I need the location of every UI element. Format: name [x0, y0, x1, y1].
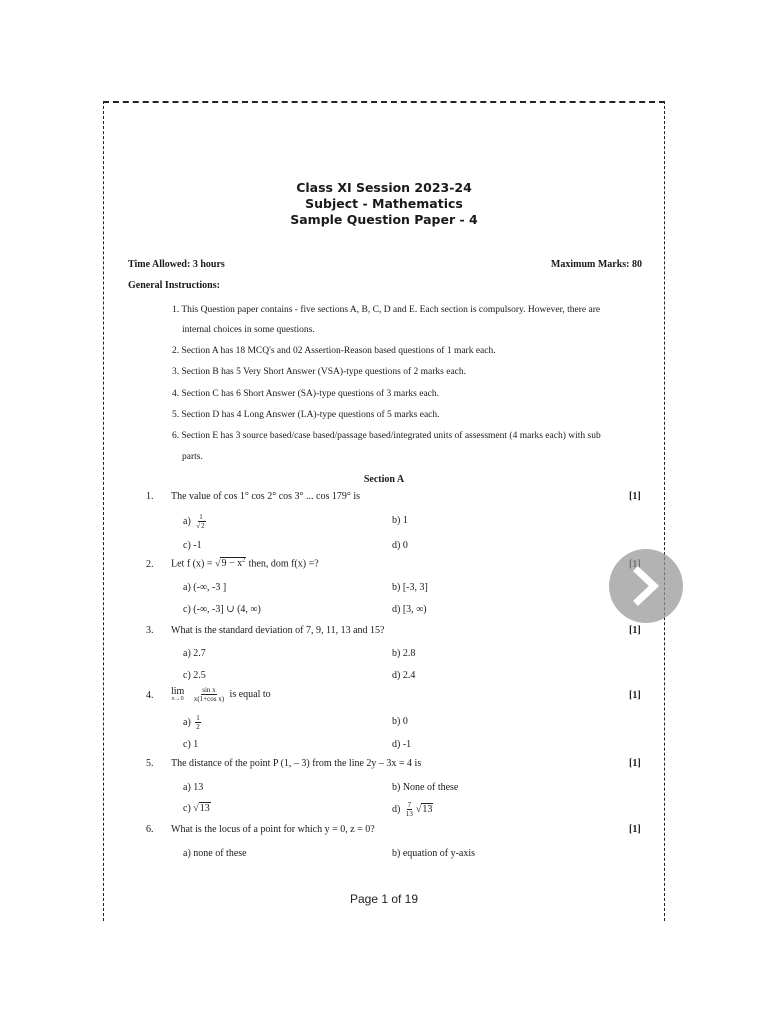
question-number: 4. — [146, 690, 154, 701]
option-d: d) 0 — [392, 540, 408, 551]
question-mark: [1] — [629, 758, 641, 769]
question-text: lim x→0 $\frac{\text{sin x}}{\text{x(1+cos x)}}$ is equal to — [171, 685, 271, 703]
question-text: The distance of the point P (1, – 3) from the line 2y – 3x = 4 is — [171, 758, 422, 769]
option-a: a) 2.7 — [183, 648, 206, 659]
option-d: d) -1 — [392, 739, 412, 750]
question-number: 2. — [146, 559, 154, 570]
max-marks: Maximum Marks: 80 — [550, 259, 642, 270]
question-text: What is the standard deviation of 7, 9, 11, 13 and 15? — [171, 625, 385, 636]
option-d: d) $\frac{7}{13}$ √13 — [392, 801, 433, 818]
option-c: c) (-∞, -3] ∪ (4, ∞) — [183, 604, 261, 615]
next-page-button[interactable] — [609, 549, 683, 623]
option-c: c) 1 — [183, 739, 199, 750]
question-number: 3. — [146, 625, 154, 636]
time-allowed: Time Allowed: 3 hours — [128, 259, 225, 270]
header-class: Class XI Session 2023-24 — [296, 180, 472, 195]
question-number: 1. — [146, 491, 154, 502]
instruction-line: 2. Section A has 18 MCQ's and 02 Assertion-Reason based questions of 1 mark each. — [172, 346, 496, 356]
option-c: c) √13 — [183, 803, 210, 814]
option-b: b) None of these — [392, 782, 459, 793]
question-mark: [1] — [629, 824, 641, 835]
instruction-line: 5. Section D has 4 Long Answer (LA)-type questions of 5 marks each. — [172, 410, 440, 420]
page-number: Page 1 of 19 — [349, 892, 419, 906]
option-b: b) equation of y-axis — [392, 848, 476, 859]
instruction-line: internal choices in some questions. — [182, 325, 315, 335]
question-mark: [1] — [629, 625, 641, 636]
chevron-right-icon — [629, 566, 663, 606]
option-b: b) 0 — [392, 716, 408, 727]
instruction-line: 4. Section C has 6 Short Answer (SA)-type questions of 3 marks each. — [172, 389, 440, 399]
option-a: a) $\frac{1}{√2}$ — [183, 513, 205, 530]
option-c: c) 2.5 — [183, 670, 206, 681]
question-mark: [1] — [629, 690, 641, 701]
option-a: a) none of these — [183, 848, 247, 859]
option-d: d) 2.4 — [392, 670, 416, 681]
instruction-line: 1. This Question paper contains - five sections A, B, C, D and E. Each section is compulsory. However, there are — [172, 305, 601, 315]
question-mark: [1] — [629, 491, 641, 502]
option-d: d) [3, ∞) — [392, 604, 427, 615]
instruction-line: parts. — [182, 452, 203, 462]
instruction-line: 3. Section B has 5 Very Short Answer (VSA)-type questions of 2 marks each. — [172, 367, 467, 377]
question-text: What is the locus of a point for which y = 0, z = 0? — [171, 824, 375, 835]
option-a: a) (-∞, -3 ] — [183, 582, 227, 593]
instructions-title: General Instructions: — [128, 280, 220, 291]
instruction-line: 6. Section E has 3 source based/case based/passage based/integrated units of assessment (4 marks each) with sub — [172, 431, 601, 441]
option-b: b) [-3, 3] — [392, 582, 428, 593]
header-subject: Subject - Mathematics — [305, 196, 463, 211]
option-c: c) -1 — [183, 540, 202, 551]
question-text: Let f $(x) = √9 - x^2$ then, dom f(x) =? — [171, 558, 319, 570]
question-number: 6. — [146, 824, 154, 835]
option-a: a) 13 — [183, 782, 204, 793]
option-a: a) $\frac{1}{2}$ — [183, 714, 200, 731]
option-b: b) 2.8 — [392, 648, 416, 659]
question-number: 5. — [146, 758, 154, 769]
header-paper: Sample Question Paper - 4 — [290, 212, 478, 227]
section-title: Section A — [363, 474, 405, 485]
question-text: The value of cos 1° cos 2° cos 3° ... cos 179° is — [171, 491, 361, 502]
option-b: b) 1 — [392, 515, 408, 526]
